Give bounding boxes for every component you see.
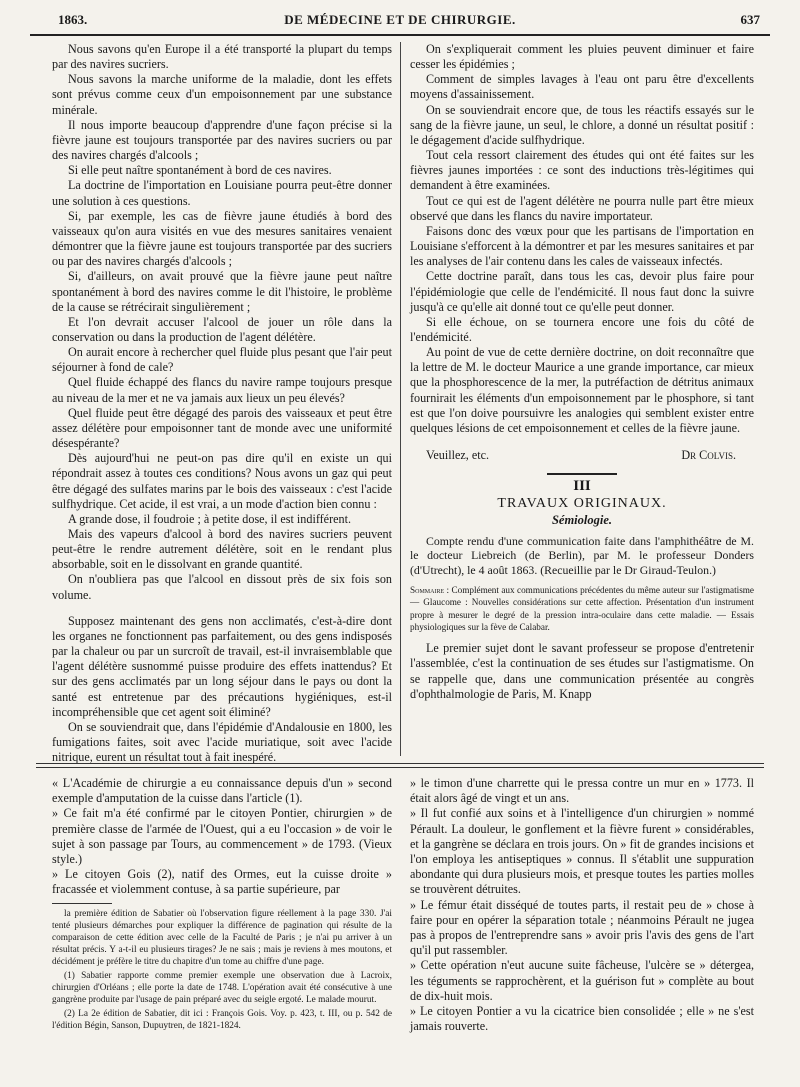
footnote-rule bbox=[52, 903, 112, 904]
feuilleton-paragraph: » Le fémur était disséqué de toutes parts, il restait peu de » chose à faire pour en opérer la séparation totale ; néanmoins Pérault ne jugea pas à propos de l'entreprendre sans » avoir pris l'avis des gens de l'art qu'il put rassembler. bbox=[410, 897, 754, 958]
footnote: (1) Sabatier rapporte comme premier exemple une observation due à Lacroix, chirurgien d'Orléans ; elle porte la date de 1748. L'opération avait été consécutive à une gangrène produite par l'usage de pain préparé avec du seigle ergoté. Le malade mourut. bbox=[52, 971, 392, 1005]
footnotes bbox=[52, 903, 392, 1034]
paragraph: Il nous importe beaucoup d'apprendre d'une façon précise si la fièvre jaune est toujours transportée par des navires sucriers ou par des navires chargés d'alcools ; bbox=[52, 117, 392, 163]
section-number: III bbox=[573, 478, 591, 495]
paragraph: Si, d'ailleurs, on avait prouvé que la fièvre jaune peut naître spontanément à bord des navires comme le dit l'histoire, le problème de la cause se rétrécirait singulièrement ; bbox=[52, 269, 392, 314]
running-header bbox=[30, 8, 770, 36]
page-number: 637 bbox=[740, 12, 760, 27]
paragraph: On se souviendrait encore que, de tous les réactifs essayés sur le sang de la fièvre jaune, un seul, le chlore, a donné un résultat positif : le dégagement d'acide sulfhydrique. bbox=[410, 102, 754, 147]
paragraph: Si, par exemple, les cas de fièvre jaune étudiés à bord des vaisseaux qu'on aura visités en vue des mesures sanitaires venaient démontrer que la fièvre jaune est toujours transportée par des sucriers ou par des navires chargés d'alcools ; bbox=[52, 208, 392, 269]
feuilleton-paragraph: » Le citoyen Pontier a vu la cicatrice bien consolidée ; elle » ne s'est jamais rouverte. bbox=[410, 1004, 754, 1034]
feuilleton-paragraph: » Ce fait m'a été confirmé par le citoyen Pontier, chirurgien » de première classe de l'armée de l'Ouest, qui a eu l'occasion » de voir le sujet à son passage par Tours, au commencement » de 1793. (Vieux style.) bbox=[52, 806, 392, 867]
paragraph: Quel fluide peut être dégagé des parois des vaisseaux et peut être assez délétère pour empoisonner tant de monde avec une uniformité désespérante? bbox=[52, 405, 392, 451]
report-heading: Compte rendu d'une communication faite dans l'amphithéâtre de M. le docteur Liebreich (de Berlin), par M. le professeur Donders (d'Utrecht), le 4 août 1863. (Recueillie par le Dr Giraud-Teulon.) bbox=[410, 533, 754, 578]
feuilleton-paragraph: » Le citoyen Gois (2), natif des Ormes, eut la cuisse droite » fracassée et violemment contuse, à sa partie supérieure, par bbox=[52, 867, 392, 897]
feuilleton-left bbox=[52, 776, 392, 898]
paragraph: On aurait encore à rechercher quel fluide plus pesant que l'air peut séjourner à fond de cale? bbox=[52, 345, 392, 375]
paragraph: On n'oubliera pas que l'alcool en dissout près de six fois son volume. bbox=[52, 572, 392, 602]
paragraph: Mais des vapeurs d'alcool à bord des navires sucriers peuvent peut-être le rendre autrement délétère, soit en le rendant plus absorbable, soit en le dissolvant en grande quantité. bbox=[52, 527, 392, 572]
signature-name: Dr Colvis. bbox=[681, 448, 736, 463]
summary-text: Complément aux communications précédentes du même auteur sur l'astigmatisme — Glaucome : Nouvelles considérations sur cette affection. Présentation d'un instrument propre à mesurer le degré de la pression intra-oculaire dans cette maladie. — Essais physiologiques sur la fève de Calabar. bbox=[410, 585, 755, 632]
feuilleton-paragraph: » Il fut confié aux soins et à l'intelligence d'un chirurgien » nommé Pérault. La douleur, le gonflement et la fièvre furent » considérables, et la gangrène se déclara en trois jours. On » fit de grandes incisions et l'on employa les antiseptiques » connus. Il s'établit une suppuration abondante qui dura plusieurs mois, et presque toutes les parties molles se trouvèrent détruites. bbox=[410, 806, 754, 897]
paragraph: On se souviendrait que, dans l'épidémie d'Andalousie en 1800, les fumigations faites, soit avec l'acide muriatique, soit avec l'acide nitrique, eurent un résultat tout à fait inespéré. bbox=[52, 719, 392, 765]
paragraph: Et l'on devrait accuser l'alcool de jouer un rôle dans la conservation ou dans la production de l'agent délétère. bbox=[52, 314, 392, 344]
letter-signature bbox=[410, 448, 754, 463]
paragraph: La doctrine de l'importation en Louisiane pourra peut-être donner une solution à ces questions. bbox=[52, 178, 392, 208]
feuilleton-right bbox=[410, 776, 754, 1034]
paragraph: Quel fluide échappé des flancs du navire rampe toujours presque au niveau de la mer et ne va jamais aux lieux un peu élevés? bbox=[52, 375, 392, 405]
paragraph: Si elle échoue, on se tournera encore une fois du côté de l'endémicité. bbox=[410, 314, 754, 344]
header-year: 1863. bbox=[58, 12, 88, 27]
paragraph: Le premier sujet dont le savant professeur se propose d'entretenir l'assemblée, c'est la continuation de ses études sur l'astigmatisme. On se rappelle que, dans une communication présentée au congrès d'ophthalmologie de Paris, M. Knapp bbox=[410, 641, 754, 701]
feuilleton-paragraph: » Cette opération n'eut aucune suite fâcheuse, l'ulcère se » détergea, les téguments se rapprochèrent, et la guérison fut » complète au bout de dix-huit mois. bbox=[410, 958, 754, 1003]
feuilleton-rule-bottom bbox=[36, 767, 764, 768]
feuilleton-paragraph: » le timon d'une charrette qui le pressa contre un mur en » 1773. Il était alors âgé de vingt et un ans. bbox=[410, 776, 754, 806]
summary-label: Sommaire : bbox=[410, 585, 450, 596]
paragraph: Tout ce qui est de l'agent délétère ne pourra nulle part être mieux observé que dans les flancs du navire importateur. bbox=[410, 193, 754, 223]
footnote: la première édition de Sabatier où l'observation figure réellement à la page 330. J'ai tenté plusieurs démarches pour expliquer la différence de pagination qui résulte de la comparaison de cette édition avec celle de la Faculté de Paris ; je n'ai pu arriver à un résultat précis. Y a-t-il eu plusieurs tirages? Je ne sais ; mais je reviens à mes moutons, et décidément je préfère le titre du chapitre d'un tome au chiffre d'une page. bbox=[52, 909, 392, 967]
paragraph: A grande dose, il foudroie ; à petite dose, il est indifférent. bbox=[68, 511, 351, 526]
section-title: TRAVAUX ORIGINAUX. bbox=[497, 496, 667, 512]
paragraph: Faisons donc des vœux pour que les partisans de l'importation en Louisiane s'efforcent à la démontrer et par les mesures sanitaires et par les analyses de l'air contenu dans les cales de vaisseaux infectés. bbox=[410, 223, 754, 269]
left-column bbox=[52, 42, 392, 765]
footnote: (2) La 2e édition de Sabatier, dit ici : François Gois. Voy. p. 423, t. III, ou p. 542 de l'édition Bégin, Sanson, Dupuytren, de 1821-1824. bbox=[52, 1009, 392, 1031]
paragraph: Si elle peut naître spontanément à bord de ces navires. bbox=[68, 163, 332, 178]
paragraph: Dès aujourd'hui ne peut-on pas dire qu'il en existe un qui répondrait assez à toutes ces conditions? Nous avons un gaz qui peut être dégagé des sulfates marins par le bois des vaisseaux : c'est l'acide sulfhydrique. Cet acide, il est vrai, a un mode d'action bien connu : bbox=[52, 451, 392, 511]
right-column bbox=[410, 42, 754, 702]
header-title: DE MÉDECINE ET DE CHIRURGIE. bbox=[284, 12, 516, 27]
paragraph: Supposez maintenant des gens non acclimatés, c'est-à-dire dont les organes ne fonctionnent pas parfaitement, ou des gens indisposés par la chaleur ou par un surcroît de travail, est-il invraisemblable que l'agent délétère susnommé puisse produire des effets inattendus? Et sur des gens acclimatés par un long séjour dans le pays ou dont la santé est entretenue par des précautions hygiéniques, est-il incompréhensible que cet agent soit éliminé? bbox=[52, 613, 392, 719]
paragraph: Tout cela ressort clairement des études qui ont été faites sur les fièvres jaunes importées : ce sont des inductions très-légitimes qui demandent à être examinées. bbox=[410, 148, 754, 193]
paragraph: Nous savons qu'en Europe il a été transporté la plupart du temps par des navires sucriers. bbox=[52, 42, 392, 72]
column-divider bbox=[400, 42, 401, 756]
paragraph: Cette doctrine paraît, dans tous les cas, devoir plus faire pour l'épidémiologie que celle de l'endémicité. Il nous faut donc la suivre jusqu'à ce qu'elle ait donné tout ce qu'elle peut donner. bbox=[410, 269, 754, 314]
paragraph: Au point de vue de cette dernière doctrine, on doit reconnaître que la lettre de M. le docteur Maurice a une grande importance, car mieux que la phosphorescence de la mer, la putréfaction de détritus animaux fournirait les éléments d'un empoisonnement par le phosphore, si tant est que l'on doive poursuivre les analogies qui semblent exister entre quelques lésions de cet empoisonnement et celles de la fièvre jaune. bbox=[410, 345, 754, 435]
paragraph: On s'expliquerait comment les pluies peuvent diminuer et faire cesser les épidémies ; bbox=[410, 42, 754, 72]
feuilleton-paragraph: « L'Académie de chirurgie a eu connaissance depuis d'un » second exemple d'amputation de la cuisse dans l'article (1). bbox=[52, 776, 392, 806]
section-rule bbox=[547, 473, 617, 475]
feuilleton-rule-top bbox=[36, 763, 764, 764]
section-subtitle: Sémiologie. bbox=[551, 512, 613, 527]
summary-block bbox=[410, 584, 754, 633]
paragraph: Comment de simples lavages à l'eau ont paru être d'excellents moyens d'assainissement. bbox=[410, 72, 754, 102]
paragraph: Nous savons la marche uniforme de la maladie, dont les effets sont prévus comme ceux d'un empoisonnement par une substance minérale. bbox=[52, 72, 392, 117]
closing-formula: Veuillez, etc. bbox=[426, 448, 490, 463]
